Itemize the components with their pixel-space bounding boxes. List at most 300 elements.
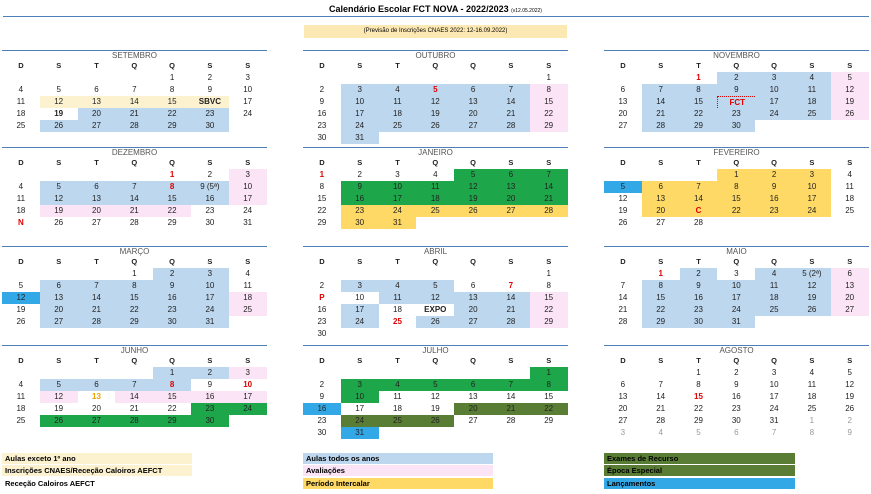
day-cell: 20 xyxy=(40,304,78,316)
day-cell: 11 xyxy=(393,392,402,401)
day-cell: 12 xyxy=(2,292,40,304)
month-junho xyxy=(2,345,267,443)
weekday-header: S xyxy=(357,257,363,266)
weekday-header: S xyxy=(546,257,552,266)
day-cell: 18 xyxy=(416,193,454,205)
month-name: MARÇO xyxy=(2,246,267,257)
day-cell: 10 xyxy=(793,181,831,193)
day-cell: 1 xyxy=(169,73,175,82)
day-cell: 3 xyxy=(229,367,267,379)
empty-cell xyxy=(40,367,78,379)
day-cell: 18 xyxy=(393,404,402,413)
month-janeiro xyxy=(303,147,568,245)
day-cell: 14 xyxy=(492,292,530,304)
day-cell: 22 xyxy=(153,108,191,120)
day-cell: 29 xyxy=(115,316,153,328)
empty-cell xyxy=(831,316,869,328)
weekday-header: Q xyxy=(733,61,740,70)
day-cell: 14 xyxy=(78,292,116,304)
weekday-header: Q xyxy=(169,257,175,266)
weekday-header: D xyxy=(620,158,626,167)
empty-cell xyxy=(40,169,78,181)
weekday-header: S xyxy=(546,61,552,70)
empty-cell xyxy=(229,120,267,132)
empty-cell xyxy=(680,169,718,181)
empty-cell xyxy=(416,132,454,144)
day-cell: 14 xyxy=(506,392,516,401)
empty-cell xyxy=(755,316,793,328)
day-cell: 16 xyxy=(317,305,327,314)
day-cell: 12 xyxy=(793,280,831,292)
empty-cell xyxy=(341,367,379,379)
empty-cell xyxy=(492,427,530,439)
day-cell: 8 xyxy=(319,182,325,191)
day-cell: 19 xyxy=(454,193,492,205)
day-cell: 2 xyxy=(207,170,213,179)
day-cell: 12 xyxy=(618,194,628,203)
day-cell: 15 xyxy=(642,292,680,304)
day-cell: 13 xyxy=(468,392,478,401)
day-cell: 28 xyxy=(506,416,516,425)
day-cell: 13 xyxy=(454,292,492,304)
day-cell: 10 xyxy=(769,380,779,389)
day-cell: 22 xyxy=(717,205,755,217)
legend-item: Aulas todos os anos xyxy=(303,453,493,464)
day-cell: 9 xyxy=(207,380,213,389)
weekday-header: S xyxy=(245,158,251,167)
day-cell: 30 xyxy=(317,133,327,142)
day-cell: 1 xyxy=(658,269,663,278)
day-cell: 14 xyxy=(656,392,666,401)
day-cell: SBVC xyxy=(191,96,229,108)
weekday-header: S xyxy=(546,158,552,167)
day-cell: 25 xyxy=(16,121,26,130)
day-cell: 26 xyxy=(416,120,454,132)
day-cell: 2 xyxy=(319,380,325,389)
empty-cell xyxy=(416,72,454,84)
day-cell: 13 xyxy=(92,392,101,401)
empty-cell xyxy=(492,72,530,84)
month-setembro xyxy=(2,50,267,148)
day-cell: 14 xyxy=(115,193,153,205)
day-cell: 29 xyxy=(530,120,568,132)
empty-cell xyxy=(492,268,530,280)
empty-cell xyxy=(303,72,341,84)
day-cell: 22 xyxy=(153,205,191,217)
day-cell: 25 xyxy=(229,304,267,316)
empty-cell xyxy=(341,268,379,280)
weekday-header: S xyxy=(809,61,815,70)
day-cell: 29 xyxy=(680,120,718,132)
day-cell: 18 xyxy=(793,96,831,108)
day-cell: 25 xyxy=(416,205,454,217)
day-cell: 8 xyxy=(153,181,191,193)
day-cell: 10 xyxy=(243,85,253,94)
day-cell: 24 xyxy=(191,304,229,316)
weekday-header: S xyxy=(508,158,514,167)
day-cell: 29 xyxy=(694,416,703,425)
day-cell: 21 xyxy=(129,404,139,413)
day-cell: 2 xyxy=(734,368,739,377)
month-name: FEVEREIRO xyxy=(604,147,869,158)
day-cell: 3 xyxy=(341,379,379,391)
day-cell: 16 xyxy=(680,292,718,304)
empty-cell xyxy=(78,367,116,379)
day-cell: 29 xyxy=(642,316,680,328)
day-cell: 1 xyxy=(132,269,137,278)
day-cell: 6 xyxy=(470,281,476,290)
day-cell: 24 xyxy=(341,316,379,328)
weekday-header: Q xyxy=(733,356,740,365)
day-cell: 4 xyxy=(18,85,24,94)
empty-cell xyxy=(379,72,417,84)
day-cell: 30 xyxy=(191,415,229,427)
day-cell: 11 xyxy=(793,84,831,96)
day-cell: 10 xyxy=(341,391,379,403)
empty-cell xyxy=(454,367,492,379)
day-cell: 28 xyxy=(129,218,139,227)
day-cell: 5 xyxy=(696,428,701,437)
day-cell: 27 xyxy=(831,304,869,316)
day-cell: 3 xyxy=(755,72,793,84)
day-cell: 25 xyxy=(16,416,26,425)
weekday-header: Q xyxy=(131,61,138,70)
month-outubro xyxy=(303,50,568,148)
day-cell: 6 xyxy=(40,280,78,292)
day-cell: 19 xyxy=(831,96,869,108)
day-cell: 31 xyxy=(717,316,755,328)
day-cell: 5 xyxy=(416,379,454,391)
weekday-header: D xyxy=(319,257,325,266)
day-cell: 21 xyxy=(492,403,530,415)
weekday-header: S xyxy=(809,158,815,167)
day-cell: 5 xyxy=(416,280,454,292)
day-cell: 15 xyxy=(544,392,554,401)
day-cell: 13 xyxy=(454,96,492,108)
day-cell: 20 xyxy=(642,205,680,217)
weekday-header: S xyxy=(56,257,62,266)
day-cell: 13 xyxy=(642,193,680,205)
empty-cell xyxy=(717,217,755,229)
day-cell: 17 xyxy=(341,108,379,120)
day-cell: 9 xyxy=(153,280,191,292)
day-cell: 14 xyxy=(492,96,530,108)
day-cell: 24 xyxy=(793,205,831,217)
legend-item: Avaliações xyxy=(303,465,493,476)
day-cell: 7 xyxy=(508,281,514,290)
day-cell: 25 xyxy=(379,415,417,427)
day-cell: 10 xyxy=(191,280,229,292)
day-cell: 18 xyxy=(379,108,417,120)
weekday-header: T xyxy=(696,158,701,167)
day-cell: 26 xyxy=(793,304,831,316)
weekday-header: Q xyxy=(131,158,138,167)
day-cell: 5 (2ª) xyxy=(793,268,831,280)
empty-cell xyxy=(416,268,454,280)
day-cell: 27 xyxy=(454,120,492,132)
empty-cell xyxy=(530,132,568,144)
day-cell: 12 xyxy=(40,391,78,403)
day-cell: 5 xyxy=(416,84,454,96)
day-cell: 23 xyxy=(317,121,327,130)
day-cell: 7 xyxy=(530,169,568,181)
day-cell: 14 xyxy=(618,293,628,302)
day-cell: 12 xyxy=(40,96,78,108)
day-cell: 16 xyxy=(191,193,229,205)
day-cell: 6 xyxy=(642,181,680,193)
weekday-header: T xyxy=(395,356,400,365)
day-cell: 31 xyxy=(341,427,379,439)
weekday-header: Q xyxy=(131,356,138,365)
weekday-header: T xyxy=(395,158,400,167)
day-cell: 24 xyxy=(717,304,755,316)
weekday-header: Q xyxy=(470,356,476,365)
day-cell: 4 xyxy=(379,280,417,292)
day-cell: 6 xyxy=(620,85,626,94)
day-cell: 24 xyxy=(755,108,793,120)
weekday-header: T xyxy=(696,61,701,70)
day-cell: 7 xyxy=(115,181,153,193)
day-cell: 14 xyxy=(115,96,153,108)
day-cell: 22 xyxy=(530,304,568,316)
month-name: SETEMBRO xyxy=(2,50,267,61)
day-cell: 22 xyxy=(530,108,568,120)
day-cell: 25 xyxy=(393,317,402,326)
day-cell: 27 xyxy=(454,316,492,328)
weekday-header: S xyxy=(508,257,514,266)
day-cell: 22 xyxy=(680,108,718,120)
weekday-header: T xyxy=(94,61,99,70)
legend-item: Época Especial xyxy=(604,465,795,476)
empty-cell xyxy=(454,328,492,340)
month-name: OUTUBRO xyxy=(303,50,568,61)
month-name: JANEIRO xyxy=(303,147,568,158)
day-cell: 23 xyxy=(755,205,793,217)
empty-cell xyxy=(2,72,40,84)
weekday-header: D xyxy=(620,356,626,365)
day-cell: 1 xyxy=(809,416,815,425)
day-cell: 28 xyxy=(115,120,153,132)
day-cell: 14 xyxy=(680,193,718,205)
day-cell: 10 xyxy=(755,84,793,96)
day-cell: 12 xyxy=(416,96,454,108)
title-text: Calendário Escolar FCT NOVA - 2022/2023 xyxy=(329,4,509,14)
weekday-header: S xyxy=(207,61,213,70)
weekday-header: S xyxy=(847,257,853,266)
day-cell: 25 xyxy=(845,206,855,215)
day-cell: 8 xyxy=(169,85,175,94)
day-cell: 22 xyxy=(694,404,703,413)
day-cell: 13 xyxy=(78,193,116,205)
day-cell: 1 xyxy=(546,269,551,278)
day-cell: 15 xyxy=(317,194,327,203)
day-cell: 8 xyxy=(696,380,701,389)
day-cell: N xyxy=(18,218,24,227)
day-cell: 3 xyxy=(620,428,626,437)
empty-cell xyxy=(78,169,116,181)
day-cell: 24 xyxy=(243,206,253,215)
day-cell: 16 xyxy=(317,109,327,118)
day-cell: 16 xyxy=(153,292,191,304)
weekday-header: S xyxy=(809,257,815,266)
day-cell: 17 xyxy=(341,304,379,316)
day-cell: 11 xyxy=(16,194,26,203)
day-cell: 25 xyxy=(379,120,417,132)
day-cell: 19 xyxy=(54,404,64,413)
day-cell: EXPO xyxy=(424,305,447,314)
day-cell: 19 xyxy=(845,392,855,401)
day-cell: 28 xyxy=(115,415,153,427)
day-cell: 30 xyxy=(731,416,741,425)
weekday-header: S xyxy=(207,158,213,167)
day-cell: 22 xyxy=(167,404,177,413)
weekday-header: Q xyxy=(771,158,777,167)
day-cell: 23 xyxy=(317,416,327,425)
day-cell: 4 xyxy=(18,380,24,389)
day-cell: 26 xyxy=(16,317,26,326)
day-cell: 30 xyxy=(191,120,229,132)
empty-cell xyxy=(604,169,642,181)
day-cell: 20 xyxy=(492,193,530,205)
day-cell: 14 xyxy=(530,181,568,193)
day-cell: 20 xyxy=(78,205,116,217)
day-cell: 11 xyxy=(755,280,793,292)
weekday-header: Q xyxy=(432,257,439,266)
weekday-header: D xyxy=(319,356,325,365)
day-cell: 10 xyxy=(355,293,365,302)
day-cell: 22 xyxy=(642,304,680,316)
weekday-header: Q xyxy=(771,356,777,365)
empty-cell xyxy=(303,268,341,280)
empty-cell xyxy=(341,328,379,340)
day-cell: 24 xyxy=(341,120,379,132)
day-cell: 15 xyxy=(717,193,755,205)
weekday-header: S xyxy=(508,356,514,365)
empty-cell xyxy=(40,268,78,280)
day-cell: 9 xyxy=(319,392,325,401)
day-cell: 6 xyxy=(454,379,492,391)
day-cell: 14 xyxy=(642,96,680,108)
day-cell: 6 xyxy=(620,380,626,389)
empty-cell xyxy=(379,367,417,379)
day-cell: 20 xyxy=(831,292,869,304)
legend-item: Lançamentos xyxy=(604,478,795,489)
weekday-header: Q xyxy=(771,61,777,70)
day-cell: 7 xyxy=(658,380,663,389)
day-cell: 27 xyxy=(618,121,628,130)
day-cell: 1 xyxy=(153,367,191,379)
day-cell: 20 xyxy=(618,109,628,118)
day-cell: 9 xyxy=(847,428,852,437)
day-cell: 2 xyxy=(717,72,755,84)
day-cell: 16 xyxy=(755,193,793,205)
day-cell: 2 xyxy=(319,85,325,94)
empty-cell xyxy=(416,328,454,340)
day-cell: 20 xyxy=(454,403,492,415)
calendar-title xyxy=(0,4,871,14)
day-cell: 23 xyxy=(341,205,379,217)
day-cell: 15 xyxy=(153,193,191,205)
day-cell: 31 xyxy=(379,217,417,229)
day-cell: 26 xyxy=(416,415,454,427)
day-cell: 15 xyxy=(530,292,568,304)
day-cell: 24 xyxy=(341,415,379,427)
day-cell: 10 xyxy=(717,280,755,292)
day-cell: 28 xyxy=(618,317,628,326)
day-cell: 9 (5ª) xyxy=(191,181,229,193)
day-cell: 24 xyxy=(769,404,779,413)
day-cell: 12 xyxy=(845,380,855,389)
day-cell: 7 xyxy=(771,428,777,437)
day-cell: 1 xyxy=(319,170,325,179)
day-cell: 27 xyxy=(492,205,530,217)
weekday-header: S xyxy=(207,257,213,266)
day-cell: P xyxy=(319,293,325,302)
weekday-header: Q xyxy=(733,158,740,167)
day-cell: 23 xyxy=(317,317,327,326)
day-cell: 23 xyxy=(153,304,191,316)
day-cell: 30 xyxy=(153,316,191,328)
day-cell: 3 xyxy=(771,368,777,377)
day-cell: 22 xyxy=(530,403,568,415)
weekday-header: D xyxy=(620,61,626,70)
day-cell: 6 xyxy=(94,85,99,94)
empty-cell xyxy=(454,268,492,280)
day-cell: 24 xyxy=(243,109,253,118)
weekday-header: S xyxy=(809,356,815,365)
day-cell: 26 xyxy=(54,218,64,227)
day-cell: 21 xyxy=(115,205,153,217)
month-name: MAIO xyxy=(604,246,869,257)
day-cell: 29 xyxy=(544,416,554,425)
weekday-header: S xyxy=(245,257,251,266)
day-cell: 12 xyxy=(831,84,869,96)
day-cell: 5 xyxy=(604,181,642,193)
weekday-header: S xyxy=(546,356,552,365)
weekday-header: D xyxy=(18,61,24,70)
day-cell: 15 xyxy=(530,96,568,108)
empty-cell xyxy=(454,217,492,229)
weekday-header: Q xyxy=(169,356,175,365)
day-cell: 19 xyxy=(54,109,64,118)
month-abril xyxy=(303,246,568,344)
day-cell: 16 xyxy=(191,391,229,403)
day-cell: 8 xyxy=(530,84,568,96)
day-cell: 21 xyxy=(642,108,680,120)
day-cell: 17 xyxy=(355,404,365,413)
version-text: (v12.05.2022) xyxy=(511,8,542,14)
day-cell: 5 xyxy=(831,72,869,84)
day-cell: 10 xyxy=(243,380,253,389)
day-cell: 9 xyxy=(341,181,379,193)
day-cell: 3 xyxy=(395,170,400,179)
day-cell: 8 xyxy=(642,280,680,292)
day-cell: 13 xyxy=(492,181,530,193)
day-cell: 14 xyxy=(115,391,153,403)
empty-cell xyxy=(115,72,153,84)
day-cell: 9 xyxy=(755,181,793,193)
weekday-header: S xyxy=(245,356,251,365)
day-cell: 5 xyxy=(18,281,24,290)
day-cell: 31 xyxy=(191,316,229,328)
weekday-header: D xyxy=(18,158,24,167)
month-name: ABRIL xyxy=(303,246,568,257)
day-cell: 23 xyxy=(205,206,215,215)
day-cell: 4 xyxy=(379,84,417,96)
day-cell: 11 xyxy=(379,292,417,304)
day-cell: 28 xyxy=(492,120,530,132)
day-cell: C xyxy=(680,205,718,217)
